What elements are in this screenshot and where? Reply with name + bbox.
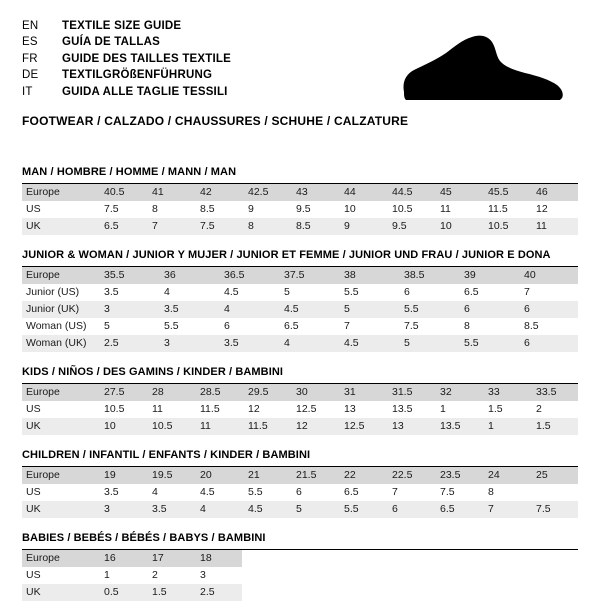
cell: 16 bbox=[98, 550, 146, 567]
cell: 19 bbox=[98, 467, 146, 484]
table-row bbox=[22, 218, 578, 235]
cell: 3 bbox=[98, 501, 146, 518]
cell: 20 bbox=[194, 467, 242, 484]
cell: 3.5 bbox=[146, 501, 194, 518]
cell: 25 bbox=[530, 467, 578, 484]
cell: 1 bbox=[104, 569, 110, 582]
row-label: US bbox=[26, 486, 41, 499]
cell: 1.5 bbox=[146, 584, 194, 601]
cell: 7.5 bbox=[194, 218, 242, 235]
row-label: Europe bbox=[22, 384, 98, 401]
cell: 7.5 bbox=[104, 203, 119, 216]
size-table-kids bbox=[22, 384, 578, 435]
cell: 39 bbox=[458, 267, 518, 284]
table-row bbox=[22, 301, 578, 318]
table-row bbox=[22, 318, 578, 335]
cell: 6 bbox=[458, 301, 518, 318]
cell: 10.5 bbox=[392, 203, 413, 216]
cell: 5.5 bbox=[164, 320, 179, 333]
section-title: JUNIOR & WOMAN / JUNIOR Y MUJER / JUNIOR ET FEMME / JUNIOR UND FRAU / JUNIOR E DONA bbox=[22, 249, 551, 262]
section-title: BABIES / BEBÉS / BÉBÉS / BABYS / BAMBINI bbox=[22, 532, 266, 545]
cell: 4 bbox=[218, 301, 278, 318]
cell: 8 bbox=[464, 320, 470, 333]
row-label: Europe bbox=[22, 550, 98, 567]
footwear-heading: FOOTWEAR / CALZADO / CHAUSSURES / SCHUHE / CALZATURE bbox=[22, 114, 409, 129]
row-label: UK bbox=[22, 501, 98, 518]
row-label: Europe bbox=[22, 267, 98, 284]
cell: 11 bbox=[152, 403, 163, 416]
language-title: GUIDA ALLE TAGLIE TESSILI bbox=[62, 85, 228, 98]
cell: 2.5 bbox=[98, 335, 158, 352]
language-row bbox=[22, 18, 231, 34]
table-row bbox=[22, 267, 578, 284]
cell: 6 bbox=[386, 501, 434, 518]
cell: 29.5 bbox=[242, 384, 290, 401]
cell: 7.5 bbox=[404, 320, 419, 333]
cell: 13.5 bbox=[392, 403, 413, 416]
cell: 8.5 bbox=[524, 320, 539, 333]
table-row bbox=[22, 335, 578, 352]
cell: 12 bbox=[536, 203, 548, 216]
language-row bbox=[22, 67, 231, 83]
cell: 6.5 bbox=[434, 501, 482, 518]
cell: 41 bbox=[146, 184, 194, 201]
section-title: KIDS / NIÑOS / DES GAMINS / KINDER / BAMBINI bbox=[22, 366, 284, 379]
row-label: Europe bbox=[22, 184, 98, 201]
cell: 21.5 bbox=[290, 467, 338, 484]
cell: 6.5 bbox=[284, 320, 299, 333]
row-label: US bbox=[26, 403, 41, 416]
language-row bbox=[22, 34, 231, 50]
cell: 38.5 bbox=[398, 267, 458, 284]
cell: 36 bbox=[158, 267, 218, 284]
cell: 28 bbox=[146, 384, 194, 401]
language-code: IT bbox=[22, 85, 33, 98]
cell: 2.5 bbox=[194, 584, 242, 601]
cell: 35.5 bbox=[98, 267, 158, 284]
row-label: Woman (UK) bbox=[22, 335, 98, 352]
cell: 37.5 bbox=[278, 267, 338, 284]
cell: 5.5 bbox=[338, 501, 386, 518]
cell: 11.5 bbox=[200, 403, 220, 416]
cell-empty bbox=[290, 584, 338, 601]
cell: 40.5 bbox=[98, 184, 146, 201]
table-row bbox=[22, 384, 578, 401]
cell: 3 bbox=[98, 301, 158, 318]
cell: 2 bbox=[536, 403, 542, 416]
cell: 1.5 bbox=[530, 418, 578, 435]
cell: 5.5 bbox=[458, 335, 518, 352]
cell: 4 bbox=[194, 501, 242, 518]
cell-empty bbox=[242, 584, 290, 601]
cell: 45 bbox=[434, 184, 482, 201]
cell: 21 bbox=[242, 467, 290, 484]
cell: 10.5 bbox=[104, 403, 125, 416]
cell: 1.5 bbox=[488, 403, 503, 416]
table-row bbox=[22, 567, 578, 584]
cell-empty bbox=[434, 567, 482, 584]
cell: 7 bbox=[344, 320, 350, 333]
cell-empty bbox=[242, 550, 290, 567]
cell-empty bbox=[530, 567, 578, 584]
cell: 0.5 bbox=[98, 584, 146, 601]
cell: 42.5 bbox=[242, 184, 290, 201]
cell: 11 bbox=[194, 418, 242, 435]
cell: 9 bbox=[248, 203, 254, 216]
cell: 12 bbox=[290, 418, 338, 435]
cell: 9.5 bbox=[386, 218, 434, 235]
cell: 9.5 bbox=[296, 203, 311, 216]
size-table-children bbox=[22, 467, 578, 518]
table-row bbox=[22, 201, 578, 218]
table-row bbox=[22, 401, 578, 418]
dress-shoe-icon bbox=[392, 30, 572, 110]
cell: 9 bbox=[338, 218, 386, 235]
cell: 5.5 bbox=[248, 486, 263, 499]
cell: 30 bbox=[290, 384, 338, 401]
cell: 4 bbox=[278, 335, 338, 352]
language-title-list-body bbox=[22, 18, 231, 100]
cell: 5 bbox=[338, 301, 398, 318]
cell-empty bbox=[290, 550, 338, 567]
table-row bbox=[22, 584, 578, 601]
cell: 4.5 bbox=[338, 335, 398, 352]
row-label: US bbox=[26, 569, 41, 582]
language-title: TEXTILGRÖßENFÜHRUNG bbox=[62, 69, 213, 82]
table-row bbox=[22, 501, 578, 518]
cell: 11.5 bbox=[488, 203, 508, 216]
cell: 6 bbox=[224, 320, 230, 333]
cell: 1 bbox=[440, 403, 446, 416]
cell-empty bbox=[530, 584, 578, 601]
cell: 12.5 bbox=[296, 403, 317, 416]
size-table-man bbox=[22, 184, 578, 235]
document-header bbox=[22, 18, 578, 128]
row-label: US bbox=[26, 203, 41, 216]
cell: 8.5 bbox=[290, 218, 338, 235]
cell-empty bbox=[482, 550, 530, 567]
cell-empty bbox=[386, 550, 434, 567]
cell: 8 bbox=[152, 203, 158, 216]
size-table-body bbox=[22, 467, 578, 518]
cell: 17 bbox=[146, 550, 194, 567]
cell: 13 bbox=[344, 403, 356, 416]
cell: 10.5 bbox=[146, 418, 194, 435]
cell: 7 bbox=[482, 501, 530, 518]
section-title: CHILDREN / INFANTIL / ENFANTS / KINDER / BAMBINI bbox=[22, 449, 311, 462]
cell: 1 bbox=[482, 418, 530, 435]
cell: 43 bbox=[290, 184, 338, 201]
cell: 13.5 bbox=[434, 418, 482, 435]
cell: 3.5 bbox=[158, 301, 218, 318]
cell-empty bbox=[242, 567, 290, 584]
cell-empty bbox=[482, 567, 530, 584]
row-label: Junior (UK) bbox=[22, 301, 98, 318]
section-kids bbox=[22, 366, 578, 435]
cell: 33 bbox=[482, 384, 530, 401]
cell: 5.5 bbox=[398, 301, 458, 318]
cell: 22 bbox=[338, 467, 386, 484]
cell-empty bbox=[386, 584, 434, 601]
cell: 8 bbox=[242, 218, 290, 235]
cell: 2 bbox=[152, 569, 158, 582]
section-children bbox=[22, 449, 578, 518]
cell: 46 bbox=[530, 184, 578, 201]
row-label: Junior (US) bbox=[26, 286, 80, 299]
cell: 11 bbox=[440, 203, 451, 216]
language-code: DE bbox=[22, 69, 39, 82]
cell: 13 bbox=[386, 418, 434, 435]
section-title: MAN / HOMBRE / HOMME / MANN / MAN bbox=[22, 166, 237, 179]
cell: 12.5 bbox=[338, 418, 386, 435]
cell: 22.5 bbox=[386, 467, 434, 484]
cell: 6 bbox=[404, 286, 410, 299]
row-label: Europe bbox=[22, 467, 98, 484]
language-title-list bbox=[22, 18, 231, 100]
cell: 3 bbox=[158, 335, 218, 352]
size-table-babies bbox=[22, 550, 578, 601]
row-label: UK bbox=[22, 584, 98, 601]
cell: 7.5 bbox=[440, 486, 455, 499]
cell: 5 bbox=[104, 320, 110, 333]
cell: 4 bbox=[152, 486, 158, 499]
cell: 4 bbox=[164, 286, 170, 299]
row-label: UK bbox=[22, 218, 98, 235]
cell: 3 bbox=[200, 569, 206, 582]
table-row bbox=[22, 418, 578, 435]
cell: 4.5 bbox=[224, 286, 239, 299]
cell-empty bbox=[386, 567, 434, 584]
language-row bbox=[22, 51, 231, 67]
cell: 38 bbox=[338, 267, 398, 284]
cell: 28.5 bbox=[194, 384, 242, 401]
cell: 7 bbox=[524, 286, 530, 299]
cell: 31 bbox=[338, 384, 386, 401]
size-table-body bbox=[22, 267, 578, 352]
cell: 42 bbox=[194, 184, 242, 201]
cell: 44.5 bbox=[386, 184, 434, 201]
cell: 7 bbox=[146, 218, 194, 235]
cell: 4.5 bbox=[200, 486, 215, 499]
cell: 5 bbox=[290, 501, 338, 518]
cell: 12 bbox=[248, 403, 260, 416]
table-row bbox=[22, 184, 578, 201]
size-table-body bbox=[22, 184, 578, 235]
language-title: GUÍA DE TALLAS bbox=[62, 36, 160, 49]
cell: 36.5 bbox=[218, 267, 278, 284]
cell: 5.5 bbox=[344, 286, 359, 299]
cell: 5 bbox=[398, 335, 458, 352]
cell: 45.5 bbox=[482, 184, 530, 201]
cell: 10 bbox=[344, 203, 356, 216]
cell: 24 bbox=[482, 467, 530, 484]
cell: 27.5 bbox=[98, 384, 146, 401]
section-babies bbox=[22, 532, 578, 601]
cell: 10 bbox=[434, 218, 482, 235]
cell: 18 bbox=[194, 550, 242, 567]
table-row bbox=[22, 467, 578, 484]
cell: 6.5 bbox=[98, 218, 146, 235]
cell: 3.5 bbox=[218, 335, 278, 352]
cell: 4.5 bbox=[278, 301, 338, 318]
cell: 11.5 bbox=[242, 418, 290, 435]
cell: 31.5 bbox=[386, 384, 434, 401]
cell: 8 bbox=[488, 486, 494, 499]
cell-empty bbox=[530, 550, 578, 567]
table-row bbox=[22, 284, 578, 301]
cell: 32 bbox=[434, 384, 482, 401]
language-code: FR bbox=[22, 52, 38, 65]
cell-empty bbox=[482, 584, 530, 601]
table-row bbox=[22, 484, 578, 501]
cell: 6.5 bbox=[344, 486, 359, 499]
cell-empty bbox=[338, 567, 386, 584]
cell-empty bbox=[338, 550, 386, 567]
row-label: UK bbox=[22, 418, 98, 435]
language-code: EN bbox=[22, 20, 39, 32]
cell: 7.5 bbox=[530, 501, 578, 518]
table-row bbox=[22, 550, 578, 567]
cell: 6 bbox=[296, 486, 302, 499]
size-table-body bbox=[22, 384, 578, 435]
cell-empty bbox=[338, 584, 386, 601]
cell: 8.5 bbox=[200, 203, 215, 216]
size-table-body bbox=[22, 550, 578, 601]
cell: 6.5 bbox=[464, 286, 479, 299]
cell: 44 bbox=[338, 184, 386, 201]
size-table-junior-woman bbox=[22, 267, 578, 352]
cell: 11 bbox=[530, 218, 578, 235]
section-junior-woman bbox=[22, 249, 578, 352]
cell: 3.5 bbox=[104, 286, 119, 299]
cell: 23.5 bbox=[434, 467, 482, 484]
cell-empty bbox=[434, 550, 482, 567]
cell: 10 bbox=[98, 418, 146, 435]
cell bbox=[530, 484, 578, 501]
cell: 19.5 bbox=[146, 467, 194, 484]
cell: 6 bbox=[518, 335, 578, 352]
cell: 5 bbox=[284, 286, 290, 299]
cell: 6 bbox=[518, 301, 578, 318]
cell: 40 bbox=[518, 267, 578, 284]
cell: 7 bbox=[392, 486, 398, 499]
cell: 33.5 bbox=[530, 384, 578, 401]
cell-empty bbox=[290, 567, 338, 584]
cell-empty bbox=[434, 584, 482, 601]
cell: 10.5 bbox=[482, 218, 530, 235]
language-title: GUIDE DES TAILLES TEXTILE bbox=[62, 52, 231, 65]
cell: 3.5 bbox=[104, 486, 119, 499]
cell: 4.5 bbox=[242, 501, 290, 518]
language-row bbox=[22, 84, 231, 100]
section-man bbox=[22, 166, 578, 235]
row-label: Woman (US) bbox=[26, 320, 87, 333]
language-code: ES bbox=[22, 36, 38, 49]
language-title: TEXTILE SIZE GUIDE bbox=[62, 20, 182, 32]
